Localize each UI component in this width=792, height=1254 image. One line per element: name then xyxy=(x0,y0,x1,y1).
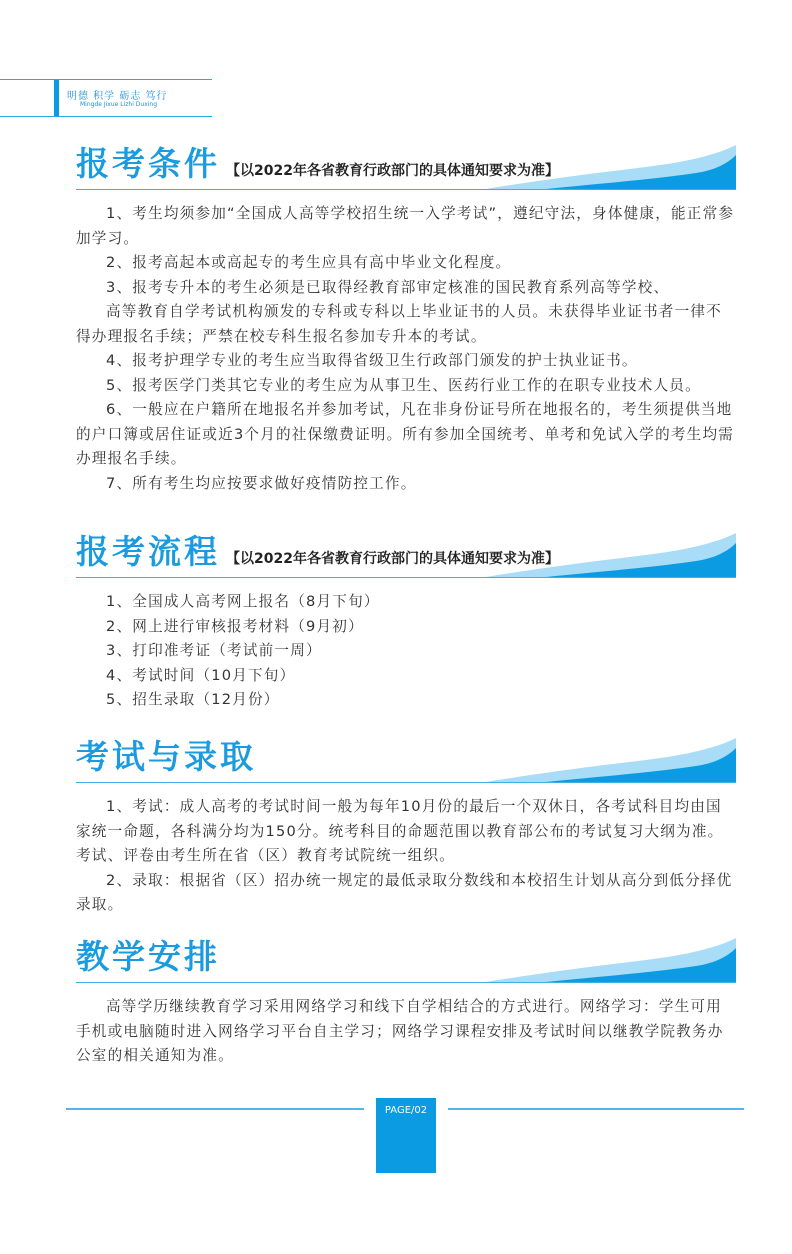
paragraph: 3、报考专升本的考生必须是已取得经教育部审定核准的国民教育系列高等学校、 xyxy=(106,278,670,296)
paragraph: 4、报考护理学专业的考生应当取得省级卫生行政部门颁发的护士执业证书。 xyxy=(106,352,638,369)
paragraph: 6、一般应在户籍所在地报名并参加考试，凡在非身份证号所在地报名的，考生须提供当地的户口簿或居住证或近3个月的社保缴费证明。所有参加全国统考、单考和免试入学的考生均需办理报名手续。 xyxy=(76,401,735,467)
section-heading xyxy=(76,531,736,578)
section-teaching xyxy=(76,936,736,1069)
paragraph: 高等学历继续教育学习采用网络学习和线下自学相结合的方式进行。网络学习：学生可用手机或电脑随时进入网络学习平台自主学习；网络学习课程安排及考试时间以继教学院教务办公室的相关通知为准。 xyxy=(76,998,724,1064)
section-exam-admission xyxy=(76,736,736,918)
section-body xyxy=(76,995,736,1069)
motto-english: Mingde Jixue Lizhi Duxing xyxy=(80,101,158,108)
paragraph: 1、考试：成人高考的考试时间一般为每年10月份的最后一个双休日，各考试科目均由国家统一命题，各科满分均为150分。统考科目的命题范围以教育部公布的考试复习大纲为准。考试、评卷由考生所在省（区）教育考试院统一组织。 xyxy=(76,798,724,864)
wave-decoration-icon xyxy=(486,736,736,782)
section-heading xyxy=(76,736,736,783)
section-note: 【以2022年各省教育行政部门的具体通知要求为准】 xyxy=(226,551,559,567)
page-number: PAGE/02 xyxy=(376,1098,436,1173)
list-item: 4、考试时间（10月下旬） xyxy=(106,666,296,684)
paragraph: 高等教育自学考试机构颁发的专科或专科以上毕业证书的人员。未获得毕业证书者一律不得办理报名手续；严禁在校专科生报名参加专升本的考试。 xyxy=(76,303,722,345)
header-accent-bar xyxy=(54,80,59,116)
header-banner xyxy=(0,79,212,117)
paragraph: 1、考生均须参加“全国成人高等学校招生统一入学考试”，遵纪守法，身体健康，能正常参加学习。 xyxy=(76,205,735,247)
section-requirements xyxy=(76,143,736,496)
section-body xyxy=(76,795,736,918)
section-title: 考试与录取 xyxy=(76,737,256,776)
list-item: 2、网上进行审核报考材料（9月初） xyxy=(106,617,364,635)
section-heading xyxy=(76,143,736,190)
list-item: 1、全国成人高考网上报名（8月下旬） xyxy=(106,593,380,610)
paragraph: 7、所有考生均应按要求做好疫情防控工作。 xyxy=(106,474,417,492)
wave-decoration-icon xyxy=(486,936,736,982)
section-title: 报考条件 xyxy=(76,144,220,183)
section-body xyxy=(76,202,736,496)
paragraph: 2、报考高起本或高起专的考生应具有高中毕业文化程度。 xyxy=(106,254,512,271)
section-title: 教学安排 xyxy=(76,937,220,976)
footer-line-right xyxy=(448,1108,744,1110)
list-item: 5、招生录取（12月份） xyxy=(106,691,280,708)
wave-decoration-icon xyxy=(486,143,736,189)
section-heading xyxy=(76,936,736,983)
wave-decoration-icon xyxy=(486,531,736,577)
section-title: 报考流程 xyxy=(76,532,220,571)
footer-line-left xyxy=(66,1108,364,1110)
paragraph: 5、报考医学门类其它专业的考生应为从事卫生、医药行业工作的在职专业技术人员。 xyxy=(106,376,701,394)
motto-chinese: 明德 积学 砺志 笃行 xyxy=(67,91,168,102)
paragraph: 2、录取：根据省（区）招办统一规定的最低录取分数线和本校招生计划从高分到低分择优录取。 xyxy=(76,871,733,913)
section-note: 【以2022年各省教育行政部门的具体通知要求为准】 xyxy=(226,163,559,179)
section-body xyxy=(76,590,736,713)
section-process xyxy=(76,531,736,713)
list-item: 3、打印准考证（考试前一周） xyxy=(106,642,322,659)
